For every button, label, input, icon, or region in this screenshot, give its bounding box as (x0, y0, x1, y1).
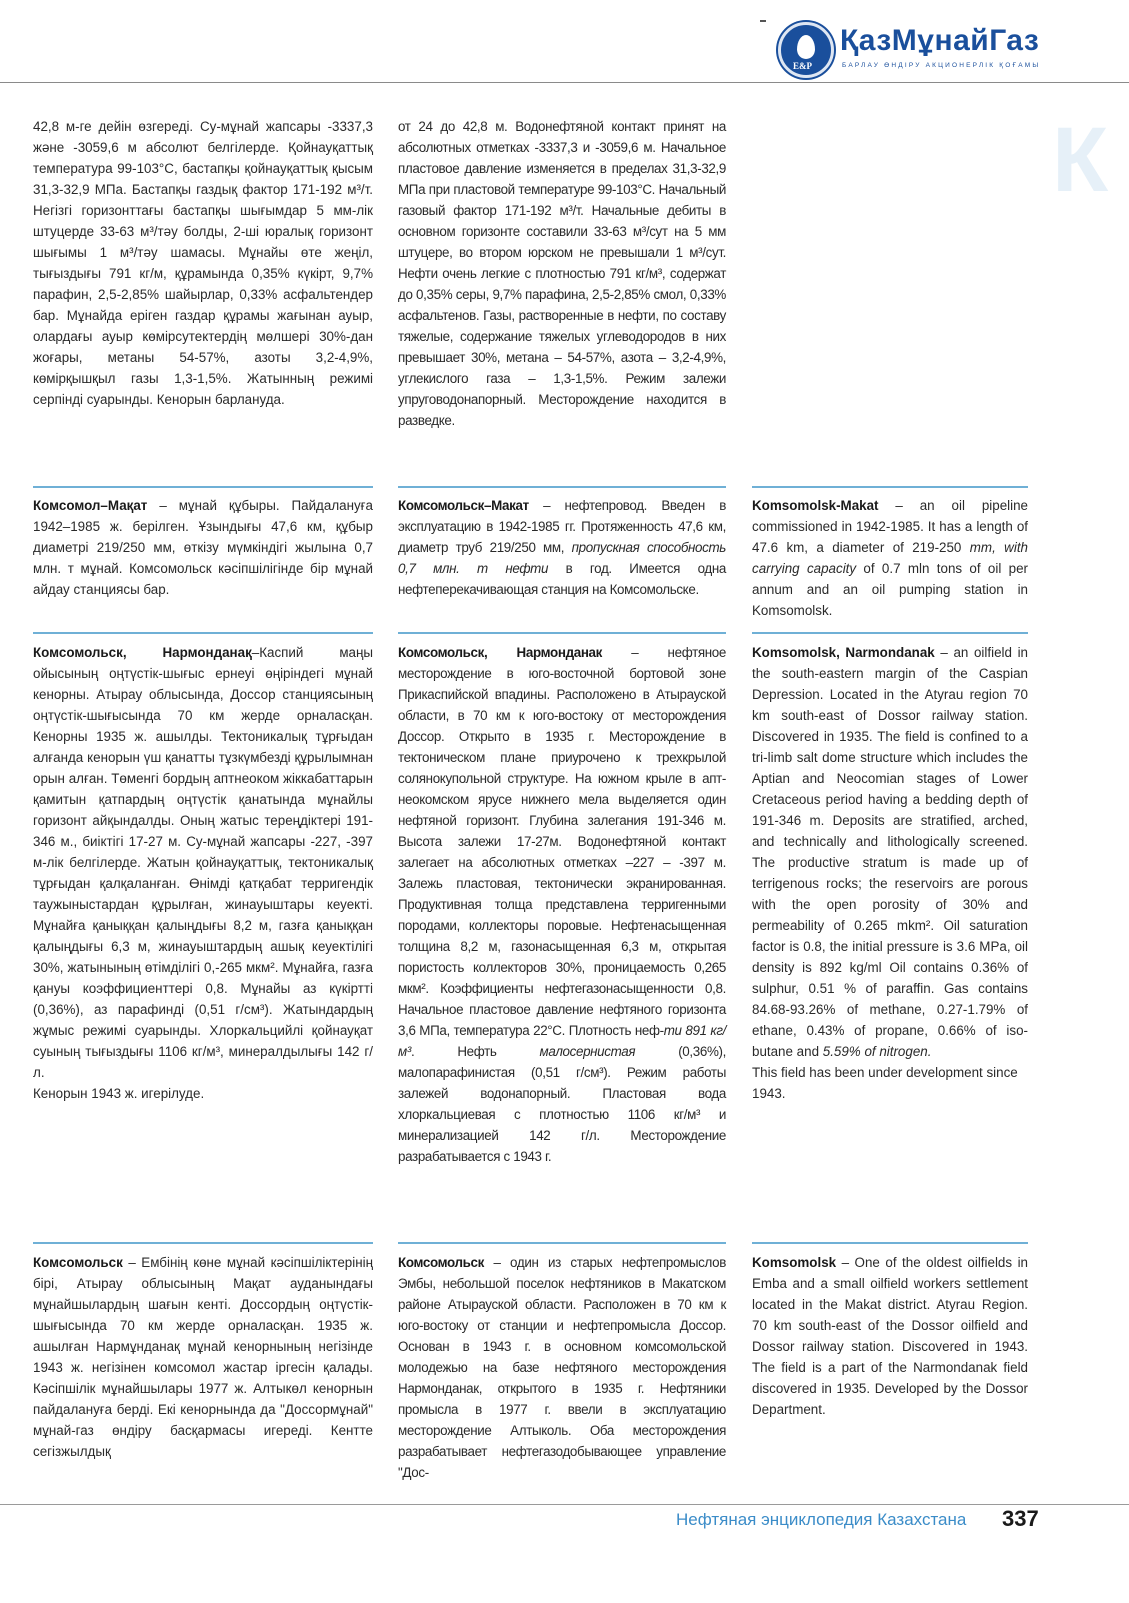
entry-text: This field has been under development since 1943. (752, 1065, 1018, 1101)
row1-kazakh-paragraph: 42,8 м-ге дейін өзгереді. Су-мұнай жапсары -3337,3 және -3059,6 м абсолют белгілерде. Қойнауқаттық температура 99-103°С, бастапқы қойнауқаттық қысым 31,3-32,9 МПа. Бастапқы газдық фактор 171-192 м³/т. Негізгі горизонттағы бастапқы шығымдар 5 мм-лік штуцерде 33-63 м³/тәу болды, 2-ші юралық горизонт шығымы 1 м³/тәу шамасы. Мұнайы өте жеңіл, тығыздығы 791 кг/м, құрамында 0,35% күкірт, 9,7% парафин, 2,5-2,85% шайырлар, 0,33% асфальтендер бар. Мұнайда еріген газдар құрамы жағынан ауыр, олардағы ауыр көмірсутектердің мөлшері 30%-дан жоғары, метаны 54-57%, азоты 3,2-4,9%, көмірқышқыл газы 1,3-1,5%. Жатынның режимі серпінді суарынды. Кенорын барлануда. (33, 119, 373, 407)
header-rule (0, 82, 1129, 83)
entry-text: – один из старых нефтепромыслов Эмбы, небольшой поселок нефтяников в Макатском районе Атырауской области. Расположен в 70 км к юго-востоку от станции и нефтепромысла Доссор. Основан в 1943 г. в основном комсомольской молодежью на базе нефтяного месторождения Нармонданак, открытого в 1935 г. Нефтяники промысла в 1977 г. ввели в эксплуатацию месторождение Алтыколь. Оба месторождения разрабатывает нефтегазодобывающее управление "Дос- (398, 1255, 726, 1480)
entry-komsomolsk-en (752, 1252, 1028, 1420)
logo-subtitle: БАРЛАУ ӨНДІРУ АКЦИОНЕРЛІК ҚОҒАМЫ (842, 62, 1041, 69)
logo-ep-mark: E&P (793, 61, 812, 71)
entry-text: – One of the oldest oilfields in Emba and a small oilfield workers settlement located in the Makat district. Atyrau Region. 70 km south-east of the Dossor oilfield and Dossor railway station. Discovered in 1943. The field is a part of the Narmondanak field discovered in 1935. Developed by the Dossor Department. (752, 1255, 1028, 1417)
entry-italic-text: mm, with carrying capacity (752, 540, 1028, 576)
entry-text: – нефтяное месторождение в юго-восточной бортовой зоне Прикаспийской впадины. Расположено в Атырауской области, в 70 км к юго-востоку от месторождения Доссор. Открыто в 1935 г. Месторождение в тектоническом плане приурочено к трехкрылой солянокупольной структуре. На южном крыле в апт-неокомском ярусе нижнего мела выделяется один нефтяной горизонт. Глубина залегания 191-346 м. Высота залежи 17-27м. Водонефтяной контакт залегает на абсолютных отметках –227 – -397 м. Залежь пластовая, тектонически экранированная. Продуктивная толща представлена терригенными породами, коллекторы поровые. Нефтенасыщенная толщина 8,2 м, газонасыщенная 6,3 м, открытая пористость коллекторов 30%, проницаемость 0,265 мкм². Коэффициенты нефтегазонасыщенности 0,8. Начальное пластовое давление нефтяного горизонта 3,6 МПа, температура 22°С. Плотность неф- (398, 645, 726, 1038)
footer-rule (0, 1504, 1129, 1505)
separator-ru-1 (398, 486, 726, 488)
entry-text: (0,36%), малопарафинистая (0,51 г/см³). Режим работы залежей водонапорный. Пластовая вода хлоркальциевая с плотностью 1106 кг/м³ и минерализацией 142 г/л. Месторождение разрабатывается с 1943 г. (398, 1044, 727, 1164)
section-letter-watermark: К (1052, 109, 1109, 211)
row1-russian-text (398, 116, 726, 431)
entry-text: – an oil pipeline commissioned in 1942-1985. It has a length of 47.6 km, a diameter of 219-250 (752, 498, 1028, 555)
entry-narmondanak-ru (398, 642, 726, 1167)
entry-italic-text: ти 891 кг/м³ (398, 1023, 726, 1059)
entry-komsomol-makat-kz (33, 495, 373, 600)
entry-text: of 0.7 mln tons of oil per annum and an oil pumping station in Komsomolsk. (752, 561, 1028, 618)
separator-kz-2 (33, 632, 373, 634)
row1-kazakh-text (33, 116, 373, 410)
separator-en-1 (752, 486, 1028, 488)
page-number: 337 (1002, 1506, 1039, 1531)
entry-term: Komsomolsk-Makat (752, 498, 879, 513)
row1-russian-paragraph: от 24 до 42,8 м. Водонефтяной контакт принят на абсолютных отметках -3337,3 и -3059,6 м. Начальное пластовое давление изменяется в пределах 31,3-32,9 МПа при пластовой температуре 99-103°С. Начальный газовый фактор 171-192 м³/т. Начальные дебиты в основном горизонте составили 33-63 м³/сут на 5 мм штуцере, во втором юрском не превышали 1 м³/сут. Нефти очень легкие с плотностью 791 кг/м³, содержат до 0,35% серы, 9,7% парафина, 2,5-2,85% смол, 0,33% асфальтенов. Газы, растворенные в нефти, по составу тяжелые, содержание тяжелых углеводородов в них превышает 30%, метана – 54-57%, азота – 3,2-4,9%, углекислого газа – 1,3-1,5%. Режим залежи упруговодонапорный. Месторождение находится в разведке. (398, 119, 726, 428)
oil-drop-icon (797, 35, 815, 59)
entry-term: Комсомольск–Макат (398, 498, 529, 513)
footer-title: Нефтяная энциклопедия Казахстана (676, 1510, 967, 1529)
entry-term: Комсомольск, Нармонданак (398, 645, 603, 660)
entry-komsomolsk-makat-ru (398, 495, 726, 600)
separator-kz-1 (33, 486, 373, 488)
entry-italic-text: пропускная способность 0,7 млн. т нефти (398, 540, 726, 576)
kazmunaigaz-logo (778, 18, 1078, 76)
entry-italic-text: малосернистая (539, 1044, 636, 1059)
separator-ru-3 (398, 1242, 726, 1244)
entry-italic-text: 5.59% of nitrogen. (822, 1044, 932, 1059)
entry-term: Комсомольск (398, 1255, 484, 1270)
header-tick (760, 20, 766, 22)
entry-term: Комсомольск, Нармонданақ (33, 645, 252, 660)
separator-en-3 (752, 1242, 1028, 1244)
entry-narmondanak-kz (33, 642, 373, 1104)
entry-text: – нефтепровод. Введен в эксплуатацию в 1942-1985 гг. Протяженность 47,6 км, диаметр труб 219/250 мм, (398, 498, 726, 555)
separator-kz-3 (33, 1242, 373, 1244)
entry-term: Комсомольск (33, 1255, 123, 1270)
logo-emblem-icon (778, 22, 834, 78)
entry-text: в год. Имеется одна нефтеперекачивающая станция на Комсомольске. (398, 561, 726, 597)
entry-komsomolsk-ru (398, 1252, 726, 1483)
entry-term: Komsomolsk (752, 1255, 837, 1270)
entry-text: – Ембінің көне мұнай кәсіпшіліктерінің бірі, Атырау облысының Мақат ауданындағы мұнайшылардың шағын кенті. Доссордың оңтүстік-шығысында 70 км жерде орналасқан. 1935 ж. ашылған Нармұнданақ мұнай кенорнының негізінде 1943 ж. негізінен комсомол жастар іргесін қалады. Кәсіпшілік мұнайшылары 1977 ж. Алтыкөл кенорнын пайдалануға берді. Екі кенорнында да "Доссормұнай" мұнай-газ өндіру басқармасы игереді. Кентте сегізжылдық (33, 1255, 373, 1459)
entry-komsomolsk-makat-en (752, 495, 1028, 621)
entry-text: – мұнай құбыры. Пайдалануға 1942–1985 ж. берілген. Ұзындығы 47,6 км, құбыр диаметрі 219/250 мм, өткізу мүмкіндігі жылына 0,7 млн. т мұнай. Комсомольск кәсіпшілігінде бір мұнай айдау станциясы бар. (33, 498, 373, 597)
entry-term: Комсомол–Мақат (33, 498, 148, 513)
entry-text: – an oilfield in the south-eastern margin of the Caspian Depression. Located in the Atyrau region 70 km south-east of Dossor railway station. Discovered in 1935. The field is confined to a tri-limb salt dome structure which includes the Aptian and Neocomian stages of Lower Cretaceous period having a bedding depth of 191-346 m. Deposits are stratified, arched, and technically and lithologically screened. The productive stratum is made up of terrigenous rocks; the reservoirs are porous with the open porosity of 30% and permeability of 0.265 mkm². Oil saturation factor is 0.8, the initial pressure is 3.6 MPa, oil density is 892 kg/ml Oil contains 0.36% of sulphur, 0.51 % of paraffin. Gas contains 84.68-93.26% of methane, 0.27-1.79% of ethane, 0.43% of propane, 0.66% of iso-butane and (752, 645, 1028, 1059)
entry-text: Кенорын 1943 ж. игерілуде. (33, 1086, 205, 1101)
entry-komsomolsk-kz (33, 1252, 373, 1462)
entry-text: –Каспий маңы ойысының оңтүстік-шығыс ернеуі өңіріндегі мұнай кенорны. Атырау облысында, Доссор станциясының оңтүстік-шығысында 70 км жерде орналасқан. Кенорны 1935 ж. ашылды. Тектоникалық тұрғыдан алғанда кенорын үш қанатты тұзкүмбезді құрылымнан орын алған. Төменгі бордың аптнеоком жіккабаттарын қамитын қатпардың оңтүстік қанатында мұнайлы горизонт айқындалды. Оның жатыс тереңдіктері 191-346 м., биіктігі 17-27 м. Су-мұнай жапсары -227, -397 м-лік белгілерде. Жатын қойнауқаттық, тектоникалық тұрғыдан қалқаланған. Өнімді қатқабат терригендік таужыныстардан құрылған, жинауыштары кеуекті. Мұнайға қаныққан қалыңдығы 8,2 м, газға қаныққан қалыңдығы 6,3 м, жинауыштардың ашық кеуектілігі 30%, жатынының өтімділігі 0,-265 мкм². Мұнайға, газға қануы коэффициенттері 0,8. Мұнайы аз күкіртті (0,36%), аз парафинді (0,51 г/см³). Жатындардың жұмыс режимі суарынды. Хлоркальцийлі қойнауқат суының тығыздығы 1106 кг/м³, минералдылығы 142 г/л. (33, 645, 373, 1080)
logo-name: ҚазМұнайГаз (840, 24, 1040, 57)
entry-narmondanak-en (752, 642, 1028, 1104)
separator-en-2 (752, 632, 1028, 634)
entry-term: Komsomolsk, Narmondanak (752, 645, 935, 660)
entry-text: . Нефть (410, 1044, 540, 1059)
separator-ru-2 (398, 632, 726, 634)
